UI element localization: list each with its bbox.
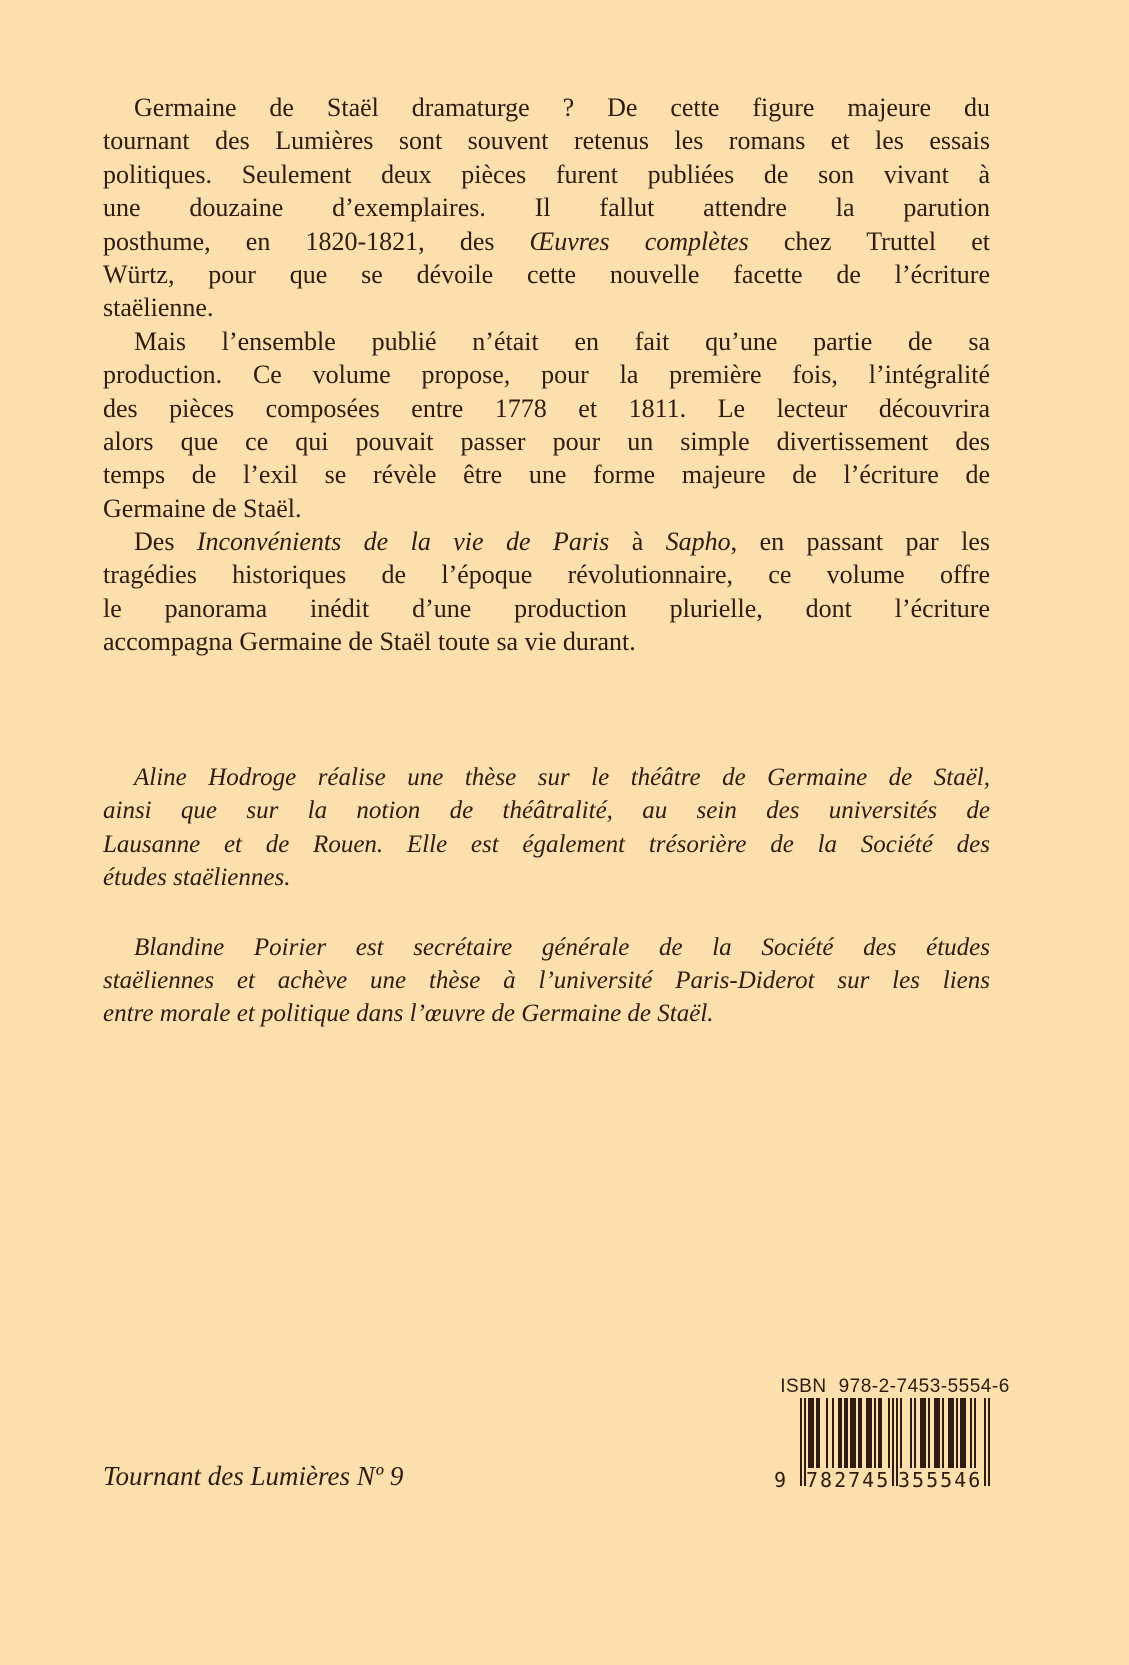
text-line: une douzaine d’exemplaires. Il fallut attendre la parution: [103, 193, 990, 223]
isbn-number: 978-2-7453-5554-6: [838, 1376, 1010, 1397]
barcode-bar: [974, 1398, 976, 1468]
barcode-bar: [874, 1398, 876, 1468]
text-line: Mais l’ensemble publié n’était en fait qu’une partie de sa: [134, 326, 990, 356]
text-line: posthume, en 1820-1821, des Œuvres complètes chez Truttel et: [103, 226, 990, 256]
ean13-barcode: [774, 1376, 1010, 1496]
text-line: Würtz, pour que se dévoile cette nouvelle facette de l’écriture: [103, 259, 990, 289]
barcode-bar: [812, 1398, 814, 1468]
text-line: ainsi que sur la notion de théâtralité, au sein des universités de: [103, 797, 990, 825]
barcode-bar: [952, 1398, 954, 1468]
barcode-bar: [832, 1398, 834, 1468]
text-line: temps de l’exil se révèle être une forme majeure de l’écriture de: [103, 460, 990, 490]
text-line: entre morale et politique dans l’œuvre de Germaine de Staël.: [103, 1000, 714, 1028]
barcode-bar: [956, 1398, 958, 1468]
text-line: Germaine de Staël dramaturge ? De cette figure majeure du: [134, 93, 990, 122]
text-line: des pièces composées entre 1778 et 1811. Le lecteur découvrira: [103, 393, 990, 423]
barcode-bar: [818, 1398, 820, 1468]
text-line: staëlienne.: [103, 293, 214, 323]
barcode-bar: [928, 1398, 930, 1468]
isbn-label: ISBN: [780, 1376, 827, 1397]
synopsis-paragraph: [103, 525, 990, 659]
synopsis-paragraph: [103, 91, 990, 325]
barcode-bar: [826, 1398, 828, 1468]
barcode-bar: [840, 1398, 842, 1468]
barcode-bar: [846, 1398, 848, 1468]
text-line: tournant des Lumières sont souvent retenus les romans et les essais: [103, 126, 990, 156]
bio-paragraph: [103, 931, 990, 1031]
series-label: Tournant des Lumières Nº 9: [103, 1461, 404, 1491]
barcode-bar: [984, 1398, 986, 1486]
text-line: accompagna Germaine de Staël toute sa vie durant.: [103, 627, 636, 657]
synopsis-text: [103, 91, 990, 659]
isbn-line: [766, 1376, 1024, 1398]
barcode-digits-right: 355546: [898, 1468, 983, 1492]
text-line: le panorama inédit d’une production plurielle, dont l’écriture: [103, 593, 990, 623]
barcode-bar: [870, 1398, 872, 1468]
barcode-bar: [900, 1398, 902, 1468]
barcode-bar: [938, 1398, 940, 1468]
text-line: tragédies historiques de l’époque révolutionnaire, ce volume offre: [103, 560, 990, 590]
text-line: alors que ce qui pouvait passer pour un simple divertissement des: [103, 426, 990, 456]
barcode-digits-left: 782745: [806, 1468, 891, 1492]
barcode-bars: [774, 1398, 990, 1492]
barcode-bar: [860, 1398, 862, 1468]
barcode-bar: [888, 1398, 890, 1468]
barcode-bar: [892, 1398, 894, 1486]
barcode-bar: [924, 1398, 926, 1468]
barcode-bar: [914, 1398, 916, 1468]
text-line: Germaine de Staël.: [103, 493, 302, 523]
text-line: politiques. Seulement deux pièces furent publiées de son vivant à: [103, 159, 990, 189]
text-line: Aline Hodroge réalise une thèse sur le théâtre de Germaine de Staël,: [134, 764, 990, 791]
synopsis-paragraph: [103, 325, 990, 525]
text-line: production. Ce volume propose, pour la première fois, l’intégralité: [103, 360, 990, 390]
barcode-bar: [942, 1398, 944, 1468]
barcode-bar: [896, 1398, 898, 1486]
barcode-bar: [988, 1398, 990, 1486]
text-line: études staëliennes.: [103, 864, 291, 892]
barcode-bar: [964, 1398, 966, 1468]
text-line: Lausanne et de Rouen. Elle est également trésorière de la Société des: [103, 830, 990, 858]
barcode-bar: [910, 1398, 912, 1468]
text-line: Blandine Poirier est secrétaire générale de la Société des études: [134, 933, 990, 961]
barcode-bar: [880, 1398, 882, 1468]
text-line: Des Inconvénients de la vie de Paris à Sapho, en passant par les: [134, 527, 990, 557]
barcode-bar: [970, 1398, 972, 1468]
barcode-bar: [804, 1398, 806, 1486]
barcode-digit-lead: 9: [774, 1468, 789, 1492]
author-bios: [103, 761, 990, 1031]
barcode-bar: [800, 1398, 802, 1486]
bio-paragraph: [103, 761, 990, 895]
barcode-bar: [854, 1398, 856, 1468]
text-line: staëliennes et achève une thèse à l’université Paris-Diderot sur les liens: [103, 966, 990, 994]
